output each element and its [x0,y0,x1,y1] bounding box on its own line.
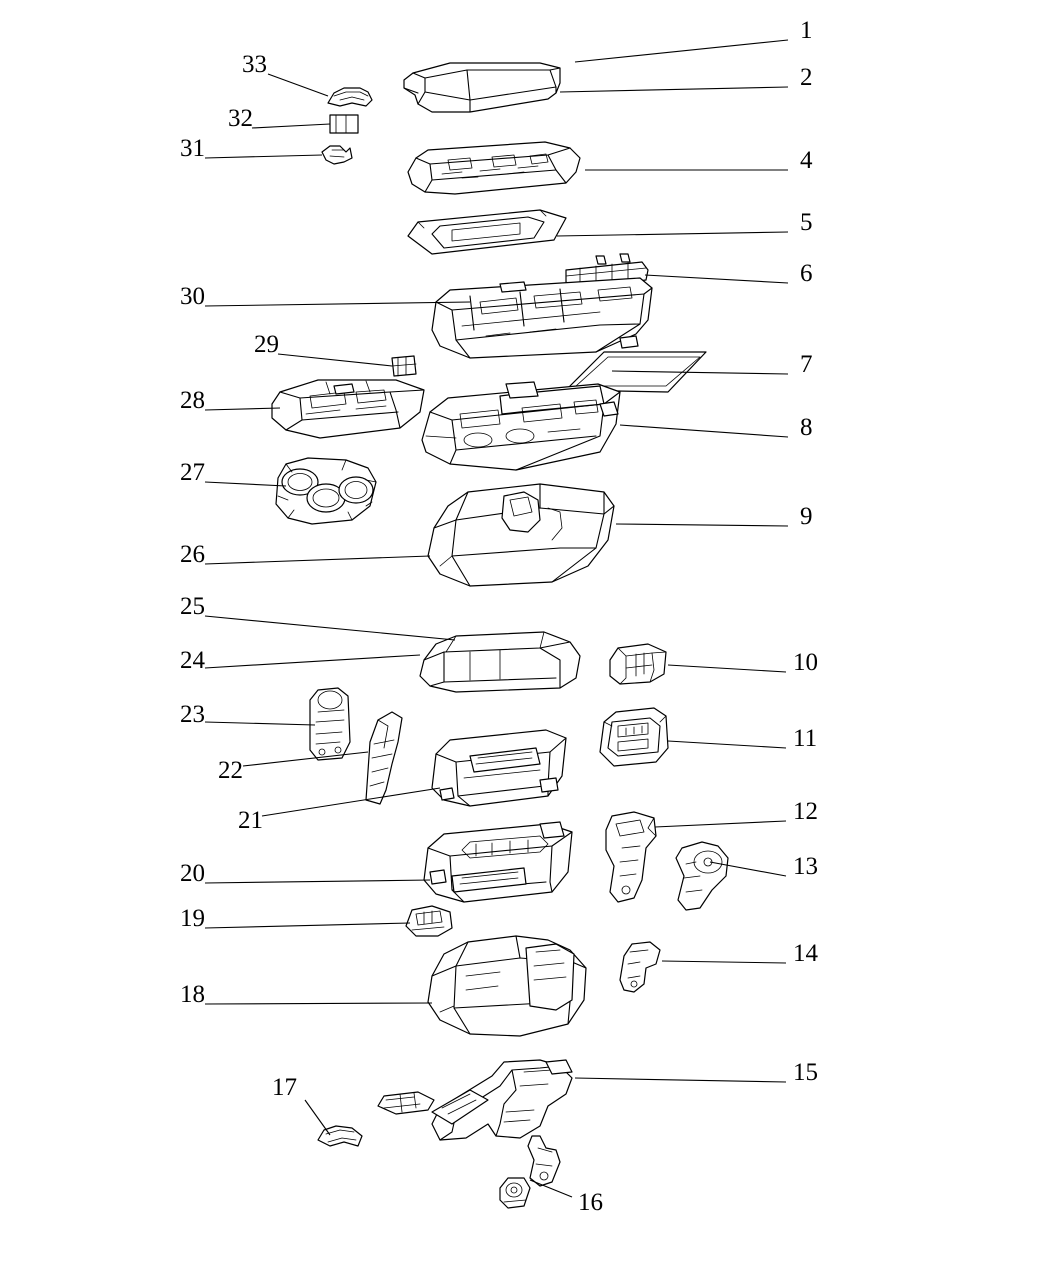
part-armrest-pad [404,63,560,112]
callout-25: 25 [180,593,205,620]
part-storage-bin-9 [428,484,614,586]
callout-9: 9 [800,503,813,530]
callout-10: 10 [793,649,818,676]
callout-19: 19 [180,905,205,932]
callout-30: 30 [180,283,205,310]
part-trim-frame-5 [408,210,566,254]
callout-18: 18 [180,981,205,1008]
callout-14: 14 [793,940,818,967]
callout-5: 5 [800,209,813,236]
callout-16: 16 [578,1189,603,1216]
part-cushion-pan-21 [432,730,566,806]
part-hinge-bracket-23 [310,688,350,760]
callout-23: 23 [180,701,205,728]
part-riser-bracket-22 [366,712,402,804]
part-trim-panel-11 [600,708,668,766]
part-bracket-17 [318,1092,434,1146]
callout-32: 32 [228,105,253,132]
callout-12: 12 [793,798,818,825]
callout-15: 15 [793,1059,818,1086]
part-console-body-8 [422,382,620,470]
callout-1: 1 [800,17,813,44]
callout-8: 8 [800,414,813,441]
part-cover-19 [406,906,452,936]
callout-27: 27 [180,459,205,486]
part-block-32 [330,115,358,133]
part-cushion-pad-24 [420,632,580,692]
part-vent-clip-10 [610,644,666,684]
part-frame-panel-4 [408,142,580,194]
callout-11: 11 [793,725,818,752]
callout-31: 31 [180,135,205,162]
callout-22: 22 [218,757,243,784]
part-riser-15 [432,1060,572,1140]
callout-26: 26 [180,541,205,568]
part-cupholder-27 [276,458,376,524]
callout-4: 4 [800,147,813,174]
callout-17: 17 [272,1074,297,1101]
part-seat-cushion-18 [428,936,586,1036]
callout-2: 2 [800,64,813,91]
part-fastener-31 [322,146,352,164]
part-bin-insert-28 [272,380,424,438]
part-console-frame-30 [432,278,652,358]
part-seat-frame-20 [424,822,572,902]
callout-7: 7 [800,351,813,378]
callout-20: 20 [180,860,205,887]
callout-6: 6 [800,260,813,287]
callout-28: 28 [180,387,205,414]
callout-24: 24 [180,647,205,674]
callout-21: 21 [238,807,263,834]
part-bracket-14 [620,942,660,992]
callout-33: 33 [242,51,267,78]
part-clip-29 [392,356,416,376]
part-handle-33 [328,88,372,106]
callout-13: 13 [793,853,818,880]
callout-29: 29 [254,331,279,358]
part-pivot-bracket-13 [676,842,728,910]
part-recliner-bracket-12 [606,812,656,902]
part-clamp-16 [500,1136,560,1208]
